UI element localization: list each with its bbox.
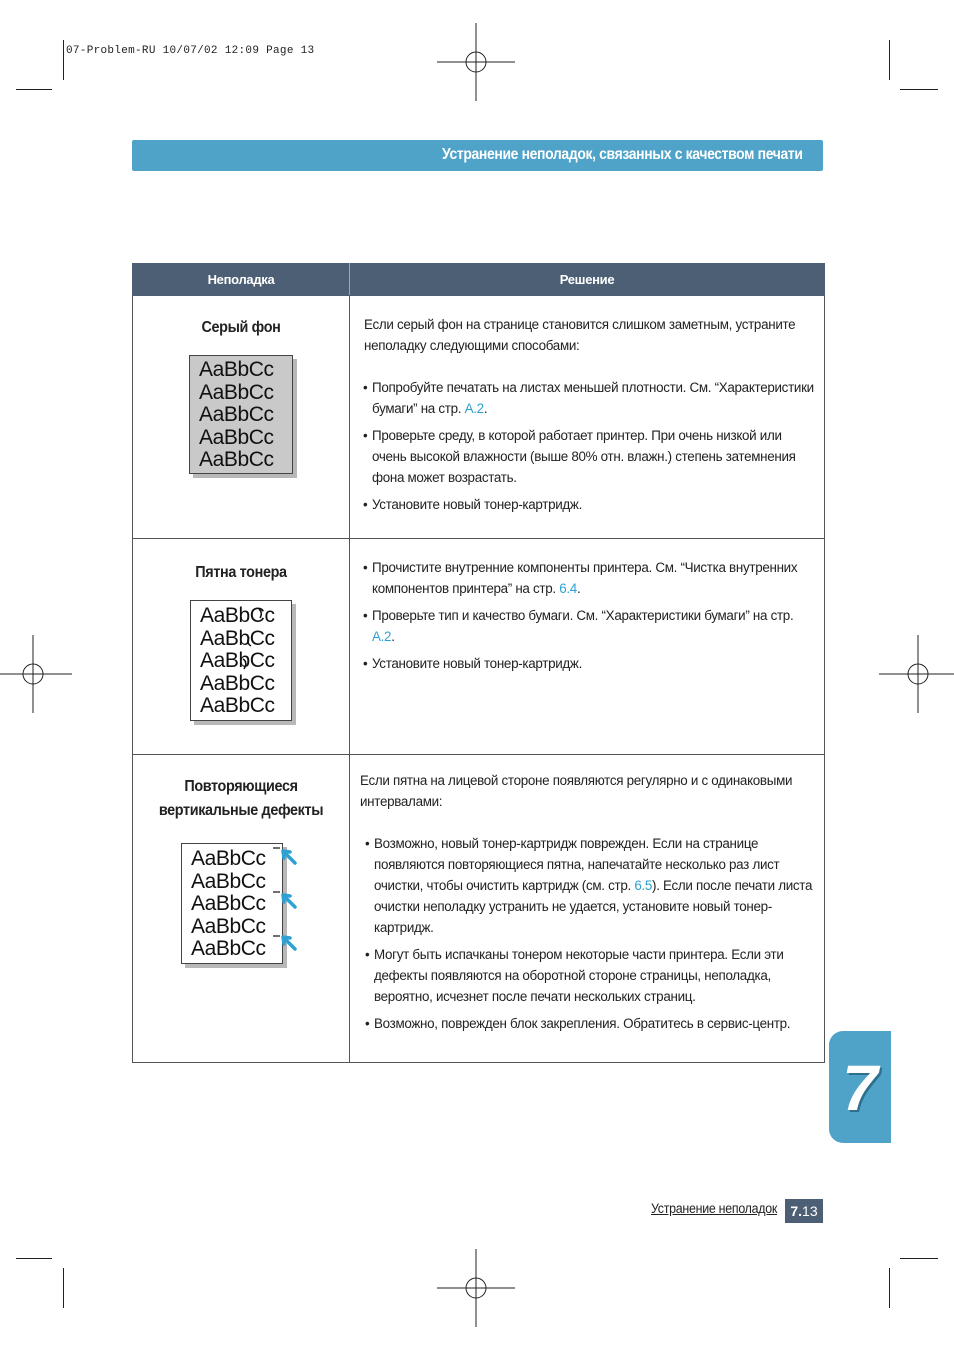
section-header-bar bbox=[132, 140, 823, 171]
sample-text-line: AaBbCc bbox=[191, 892, 266, 916]
solution-cell bbox=[350, 755, 825, 1063]
page-reference-link[interactable]: A.2 bbox=[464, 401, 484, 416]
list-item: • Установите новый тонер-картридж. bbox=[363, 497, 582, 512]
solution-cell bbox=[350, 296, 825, 539]
solution-list bbox=[360, 833, 814, 1034]
list-item: • Могут быть испачканы тонером некоторые части принтера. Если эти дефекты появляются на оборотной стороне страницы, неполадка, вероятно, исчезнет после печати нескольких страниц. bbox=[365, 947, 784, 1004]
sample-text-line: AaBbCc bbox=[191, 847, 266, 870]
list-item: • Возможно, поврежден блок закрепления. Обратитесь в сервис-центр. bbox=[365, 1016, 791, 1031]
defect-marks-icon bbox=[182, 844, 282, 968]
table-row bbox=[133, 296, 825, 539]
crop-mark bbox=[900, 1258, 938, 1259]
sample-text-line: AaBbCc bbox=[200, 649, 275, 673]
chapter-tab bbox=[829, 1031, 891, 1143]
troubleshooting-table bbox=[132, 263, 825, 1063]
list-item: • Возможно, новый тонер-картридж поврежден. Если на странице появляются повторяющиеся пятна, напечатайте несколько раз лист очистки, чтобы очистить картридж (см. стр. 6.5). Если после печати листа очистки неполадку устранить не удается, установите новый тонер-картридж. bbox=[365, 836, 813, 935]
crop-mark bbox=[63, 40, 64, 80]
list-item: • Проверьте тип и качество бумаги. См. “Характеристики бумаги” на стр. A.2. bbox=[363, 608, 794, 644]
list-item: • Прочистите внутренние компоненты принтера. См. “Чистка внутренних компонентов принтера” на стр. 6.4. bbox=[363, 560, 798, 596]
problem-title-line: вертикальные дефекты bbox=[158, 802, 324, 819]
sample-text-line: AaBbCc bbox=[191, 914, 266, 938]
table-row bbox=[133, 755, 825, 1063]
solution-list bbox=[364, 557, 814, 674]
list-item: • Попробуйте печатать на листах меньшей плотности. См. “Характеристики бумаги” на стр. A.2. bbox=[363, 380, 814, 416]
sample-text-line: AaBbCc bbox=[199, 358, 274, 381]
chapter-number: 7 bbox=[842, 1052, 878, 1124]
toner-specks-sample bbox=[190, 600, 292, 721]
crop-mark bbox=[889, 1268, 890, 1308]
vertical-defects-sample bbox=[181, 843, 283, 964]
sample-text-line: AaBbCc bbox=[200, 604, 275, 627]
page-reference-link[interactable]: 6.5 bbox=[634, 878, 653, 893]
table-header-row bbox=[133, 264, 825, 296]
registration-mark-icon bbox=[437, 23, 515, 101]
list-item: • Установите новый тонер-картридж. bbox=[363, 656, 582, 671]
sample-text-line: AaBbCc bbox=[191, 937, 266, 961]
arrow-pointer-icon bbox=[279, 843, 301, 967]
table-row bbox=[133, 539, 825, 755]
gray-background-sample bbox=[189, 355, 293, 474]
list-item: • Проверьте среду, в которой работает принтер. При очень низкой или очень высокой влажности (выше 80% отн. влажн.) степень затемнения фона может возрастать. bbox=[363, 428, 796, 485]
registration-mark-icon bbox=[879, 635, 954, 713]
problem-cell bbox=[133, 296, 350, 539]
print-slug: 07-Problem-RU 10/07/02 12:09 Page 13 bbox=[66, 45, 315, 57]
crop-mark bbox=[889, 40, 890, 80]
solution-intro: Если пятна на лицевой стороне появляются регулярно и с одинаковыми интервалами: bbox=[360, 773, 793, 809]
section-title: Устранение неполадок, связанных с качеством печати bbox=[442, 146, 803, 163]
page-reference-link[interactable]: A.2 bbox=[372, 629, 392, 644]
column-header-solution: Решение bbox=[350, 264, 825, 296]
solution-list bbox=[364, 377, 814, 515]
problem-cell bbox=[133, 755, 350, 1063]
problem-title-line: Повторяющиеся bbox=[184, 778, 298, 795]
sample-text-line: AaBbCc bbox=[200, 626, 275, 650]
sample-text-line: AaBbCc bbox=[200, 694, 275, 718]
registration-mark-icon bbox=[437, 1249, 515, 1327]
page-number-badge: 7.13 bbox=[785, 1199, 823, 1223]
crop-mark bbox=[16, 1258, 52, 1259]
problem-title: Пятна тонера bbox=[195, 564, 287, 581]
crop-mark bbox=[16, 89, 52, 90]
sample-text-line: AaBbCc bbox=[200, 671, 275, 695]
toner-speck-marks-icon bbox=[191, 601, 291, 725]
crop-mark bbox=[900, 89, 938, 90]
problem-cell bbox=[133, 539, 350, 755]
sample-text-line: AaBbCc bbox=[199, 448, 274, 472]
sample-text-line: AaBbCc bbox=[199, 380, 274, 404]
registration-mark-icon bbox=[0, 635, 72, 713]
column-header-problem: Неполадка bbox=[133, 264, 350, 296]
sample-text-line: AaBbCc bbox=[199, 425, 274, 449]
sample-text-line: AaBbCc bbox=[199, 403, 274, 427]
page-reference-link[interactable]: 6.4 bbox=[559, 581, 577, 596]
solution-cell bbox=[350, 539, 825, 755]
problem-title: Серый фон bbox=[201, 319, 281, 336]
crop-mark bbox=[63, 1268, 64, 1308]
solution-intro: Если серый фон на странице становится слишком заметным, устраните неполадку следующими способами: bbox=[364, 317, 796, 353]
footer-section-label: Устранение неполадок bbox=[651, 1201, 778, 1216]
sample-text-line: AaBbCc bbox=[191, 869, 266, 893]
